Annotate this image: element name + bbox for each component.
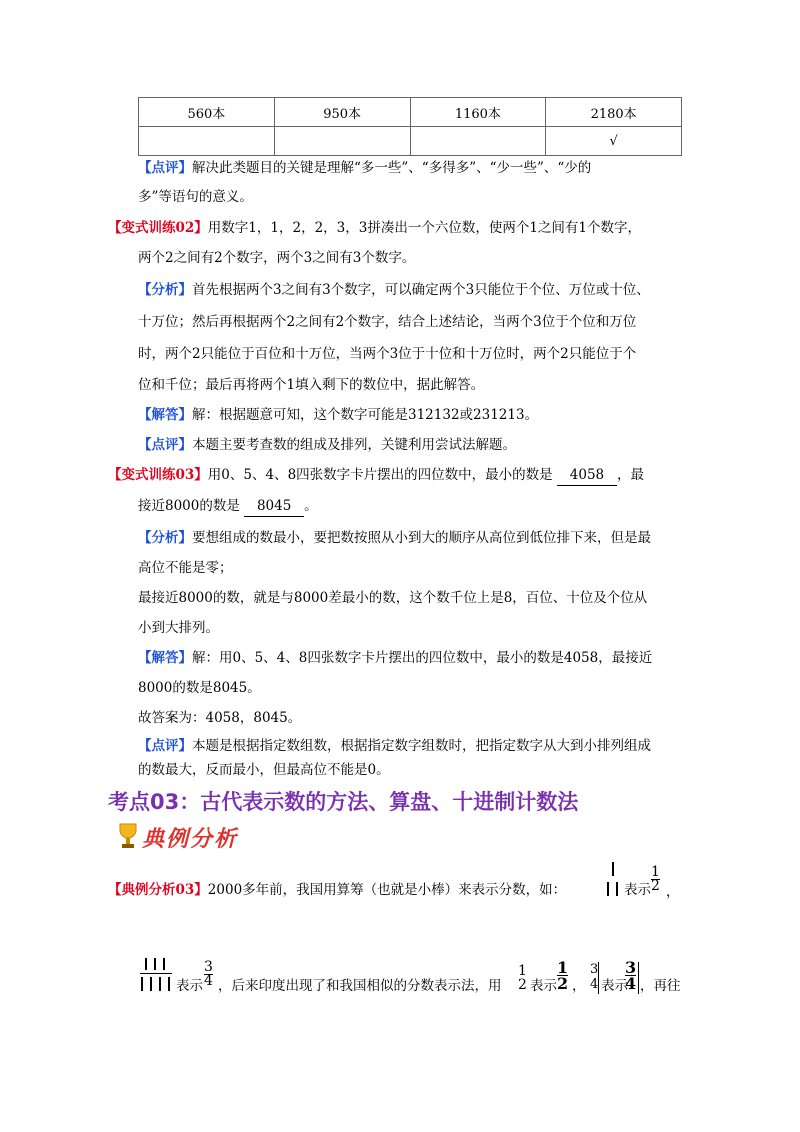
answer-line — [138, 708, 301, 728]
analysis-line — [138, 558, 233, 578]
comment-line — [138, 760, 390, 780]
indian-fraction-half: 1 2 — [518, 963, 527, 993]
question-text: 用0、5、4、8四张数字卡片摆出的四位数中，最小的数是 — [207, 467, 553, 483]
answer-line — [138, 648, 652, 668]
quantity-table — [138, 97, 682, 156]
analysis-tag: 【分析】 — [138, 282, 192, 298]
comment-line — [138, 158, 591, 178]
question-text: 用数字1，1，2，2，3，3拼凑出一个六位数，使两个1之间有1个数字， — [207, 220, 642, 236]
example-tag: 【典例分析03】 — [108, 882, 208, 898]
table-cell: 950本 — [274, 98, 410, 127]
question-line — [108, 465, 644, 486]
answer-blank: 8045 — [244, 496, 304, 517]
answer-blank: 4058 — [557, 465, 617, 486]
comment-line — [138, 736, 651, 756]
comment-text: 本题是根据指定数组数，根据指定数字组数时，把指定数字从大到小排列组成 — [192, 738, 651, 754]
example-line — [108, 880, 566, 900]
fraction-three-quarters: $\frac{3}{4}$ — [204, 959, 213, 989]
example-text: ， — [666, 884, 680, 900]
question-line — [108, 218, 641, 238]
example-text: ，再往 — [640, 978, 681, 994]
question-tag: 【变式训练02】 — [108, 220, 208, 236]
question-line — [138, 496, 318, 517]
table-row — [139, 98, 682, 127]
comment-tag: 【点评】 — [138, 437, 192, 453]
answer-line — [138, 405, 538, 425]
example-text: 表示 — [601, 978, 628, 994]
section-heading: 考点03：古代表示数的方法、算盘、十进制计数法 — [108, 790, 579, 814]
analysis-text: 位和千位；最后再将两个1填入剩下的数位中，据此解答。 — [138, 377, 485, 393]
example-text: ， — [572, 978, 586, 994]
analysis-text: 高位不能是零； — [138, 560, 233, 576]
analysis-line — [138, 280, 650, 300]
fraction-one-half: $\frac{1}{2}$ — [651, 864, 660, 894]
analysis-line — [138, 375, 484, 395]
example-text: 表示 — [530, 978, 557, 994]
comment-tag: 【点评】 — [138, 738, 192, 754]
analysis-line — [138, 618, 219, 638]
answer-text: 8000的数是8045。 — [138, 680, 261, 696]
analysis-text: 首先根据两个3之间有3个数字，可以确定两个3只能位于个位、万位或十位、 — [192, 282, 650, 298]
table-cell — [139, 127, 275, 156]
analysis-text: 时，两个2只能位于百位和十万位，当两个3位于十位和十万位时，两个2只能位于个 — [138, 346, 637, 362]
divider — [638, 962, 639, 994]
question-text: 。 — [304, 498, 318, 514]
table-row — [139, 127, 682, 156]
fraction-three-quarters-bold: $\frac{3}{4}$ — [625, 958, 637, 993]
table-cell: √ — [546, 127, 682, 156]
comment-text: 多”等语句的意义。 — [138, 189, 253, 205]
answer-text: 解：用0、5、4、8四张数字卡片摆出的四位数中，最小的数是4058，最接近 — [192, 650, 653, 666]
indian-fraction-three-quarters: 3 4 — [590, 962, 599, 992]
question-line — [138, 248, 415, 268]
example-banner — [116, 818, 256, 854]
banner-text: 典例分析 — [142, 827, 239, 852]
comment-text: 解决此类题目的关键是理解“多一些”、“多得多”、“少一些”、“少的 — [192, 160, 592, 176]
fraction-one-half-bold: $\frac{1}{2}$ — [557, 958, 569, 993]
analysis-text: 十万位；然后再根据两个2之间有2个数字，结合上述结论，当两个3位于个位和万位 — [138, 314, 637, 330]
comment-line — [138, 435, 516, 455]
question-text: ，最 — [616, 467, 644, 483]
answer-text: 故答案为：4058，8045。 — [138, 710, 302, 726]
example-text: 表示 — [624, 882, 651, 898]
divider — [598, 962, 599, 994]
analysis-line — [138, 344, 636, 364]
table-cell: 2180本 — [546, 98, 682, 127]
example-text: ，后来印度出现了和我国相似的分数表示法，用 — [218, 978, 502, 994]
comment-tag: 【点评】 — [138, 160, 192, 176]
table-cell — [410, 127, 546, 156]
table-cell: 1160本 — [410, 98, 546, 127]
comment-text: 的数最大，反而最小，但最高位不能是0。 — [138, 762, 390, 778]
answer-tag: 【解答】 — [138, 650, 192, 666]
question-tag: 【变式训练03】 — [108, 467, 208, 483]
example-text: 2000多年前，我国用算筹（也就是小棒）来表示分数，如： — [207, 882, 567, 898]
answer-line — [138, 678, 261, 698]
question-text: 两个2之间有2个数字，两个3之间有3个数字。 — [138, 250, 416, 266]
example-text: 表示 — [176, 978, 203, 994]
analysis-text: 要想组成的数最小，要把数按照从小到大的顺序从高位到低位排下来，但是最 — [192, 530, 651, 546]
analysis-line — [138, 528, 651, 548]
comment-line — [138, 187, 253, 207]
analysis-text: 最接近8000的数，就是与8000差最小的数，这个数千位上是8，百位、十位及个位从 — [138, 590, 648, 606]
analysis-line — [138, 588, 647, 608]
analysis-line — [138, 312, 636, 332]
analysis-text: 小到大排列。 — [138, 620, 219, 636]
answer-text: 解：根据题意可知，这个数字可能是312132或231213。 — [192, 407, 539, 423]
table-cell: 560本 — [139, 98, 275, 127]
comment-text: 本题主要考查数的组成及排列，关键利用尝试法解题。 — [192, 437, 516, 453]
analysis-tag: 【分析】 — [138, 530, 192, 546]
question-text: 接近8000的数是 — [138, 498, 240, 514]
table-cell — [274, 127, 410, 156]
answer-tag: 【解答】 — [138, 407, 192, 423]
